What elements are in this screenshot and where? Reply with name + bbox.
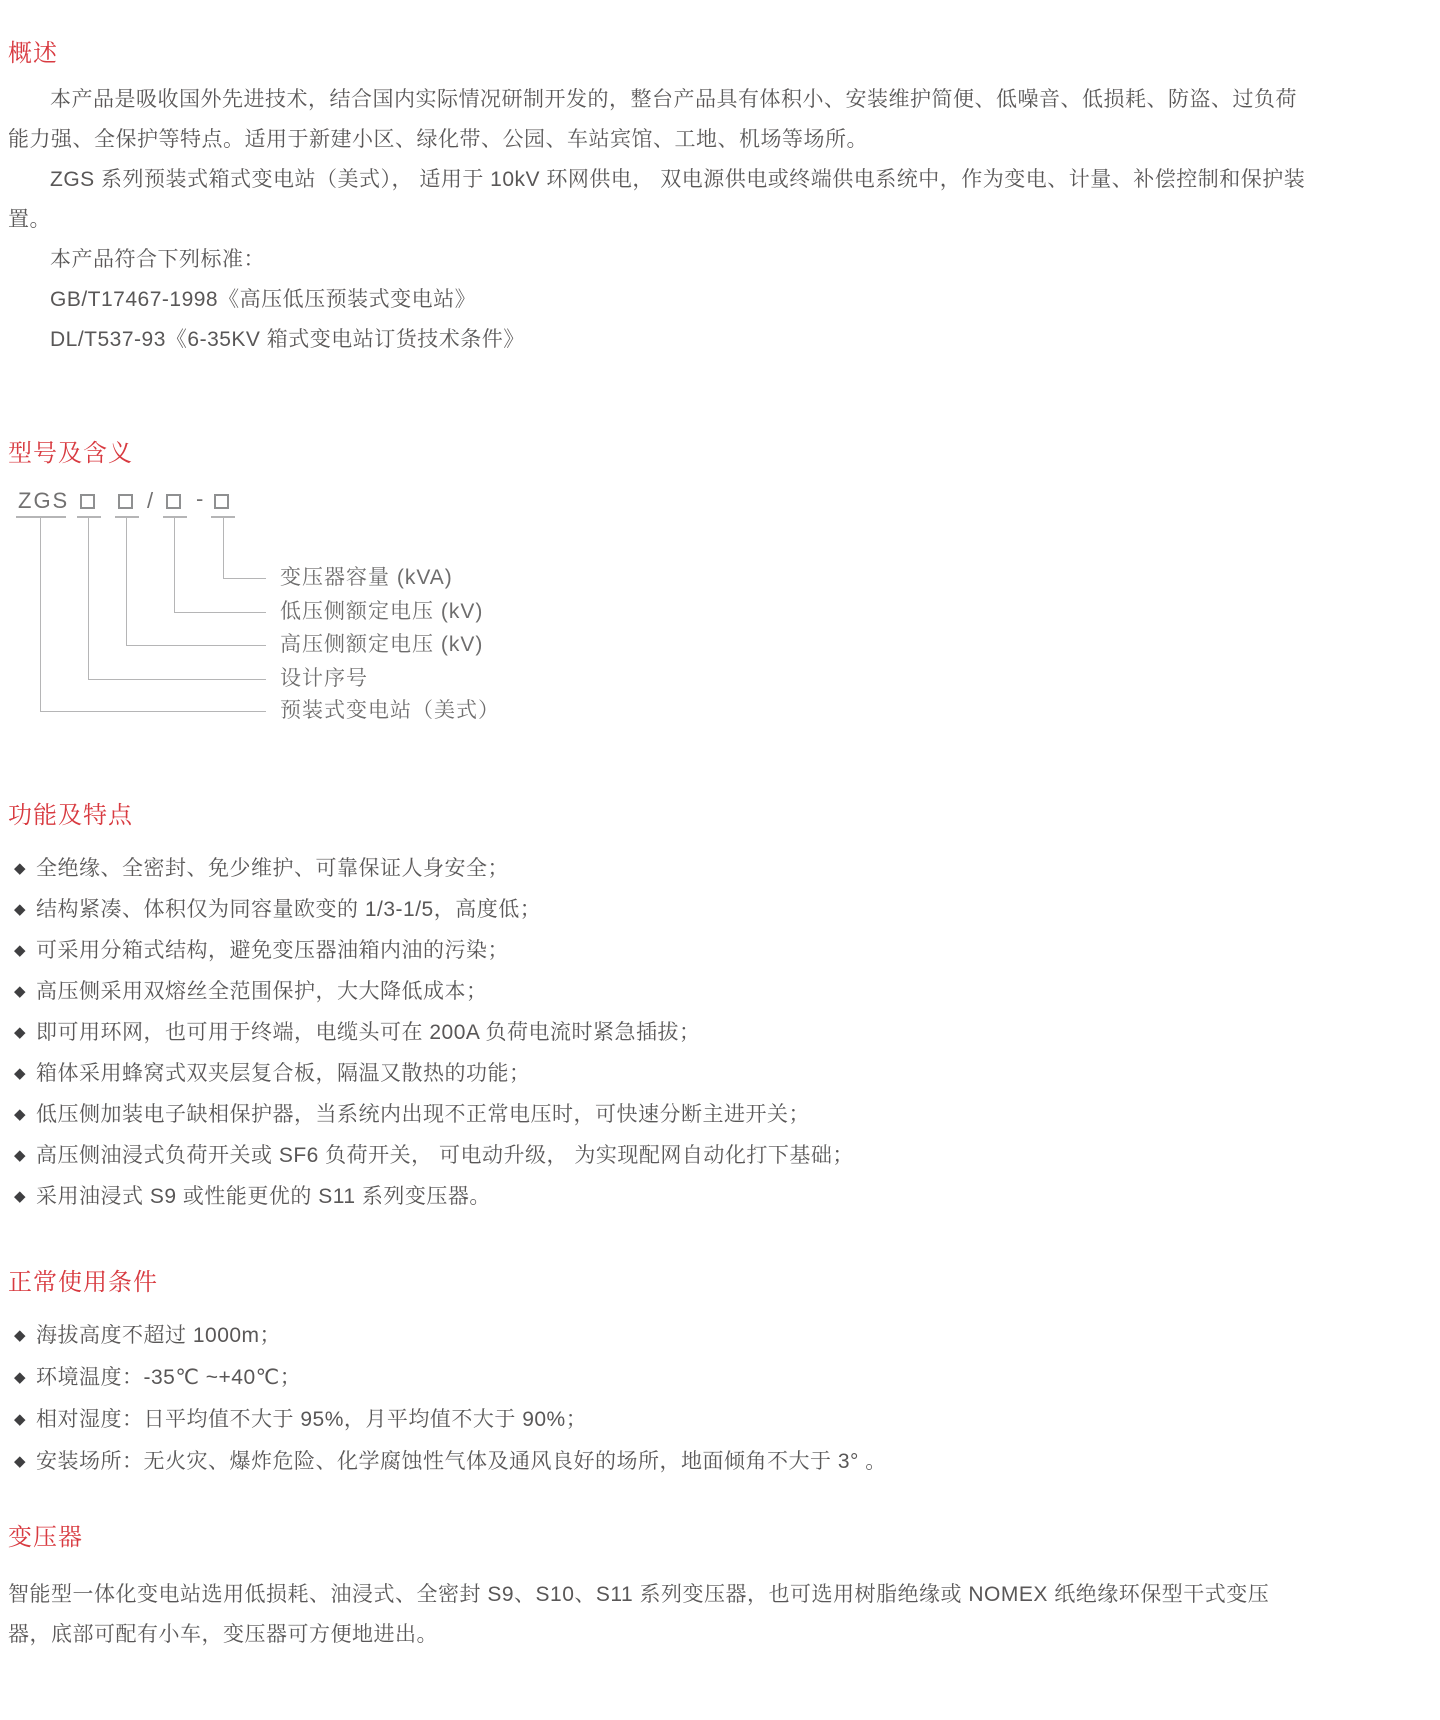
model-placeholder-box-1 — [80, 494, 95, 509]
diamond-bullet-icon: ◆ — [14, 1106, 26, 1123]
underline-prefix — [16, 516, 66, 518]
overview-paragraph-1: 本产品是吸收国外先进技术，结合国内实际情况研制开发的，整台产品具有体积小、安装维护简便、低噪音、低损耗、防盗、过负荷能力强、全保护等特点。适用于新建小区、绿化带、公园、车站宾馆、工地、机场等场所。 — [8, 88, 1297, 151]
diamond-bullet-icon: ◆ — [14, 1147, 26, 1164]
feature-item-text: 高压侧采用双熔丝全范围保护，大大降低成本； — [36, 980, 488, 1003]
condition-item-text: 相对湿度：日平均值不大于 95%，月平均值不大于 90%； — [36, 1408, 588, 1431]
feature-item-text: 全绝缘、全密封、免少维护、可靠保证人身安全； — [36, 857, 509, 880]
model-slash-separator: / — [147, 488, 156, 513]
connector-vline-type — [40, 518, 41, 711]
diamond-bullet-icon: ◆ — [14, 1327, 26, 1344]
diamond-bullet-icon: ◆ — [14, 901, 26, 918]
diamond-bullet-icon: ◆ — [14, 1188, 26, 1205]
conditions-list — [8, 1325, 1310, 1473]
features-list — [8, 858, 1310, 1208]
model-prefix: ZGS — [18, 488, 70, 513]
underline-box-2 — [115, 516, 139, 518]
feature-item — [8, 940, 1310, 962]
feature-item-text: 低压侧加装电子缺相保护器，当系统内出现不正常电压时，可快速分断主进开关； — [36, 1103, 810, 1126]
document-page — [0, 40, 1440, 1720]
condition-item — [8, 1409, 1310, 1431]
underline-box-3 — [163, 516, 187, 518]
transformer-heading: 变压器 — [8, 1524, 83, 1551]
model-label-design-serial: 设计序号 — [280, 667, 368, 690]
model-label-hv-rated-voltage: 高压侧额定电压 (kV) — [280, 633, 484, 656]
standard-reference-2: DL/T537-93《6-35KV 箱式变电站订货技术条件》 — [50, 328, 525, 351]
overview-heading: 概述 — [8, 40, 58, 67]
connector-hline-lv — [174, 612, 266, 613]
feature-item — [8, 899, 1310, 921]
transformer-paragraph: 智能型一体化变电站选用低损耗、油浸式、全密封 S9、S10、S11 系列变压器，也可选用树脂绝缘或 NOMEX 纸绝缘环保型干式变压器，底部可配有小车，变压器可方便地进出。 — [8, 1583, 1270, 1646]
standard-reference-1: GB/T17467-1998《高压低压预装式变电站》 — [50, 288, 477, 311]
model-label-substation-type: 预装式变电站（美式） — [280, 699, 500, 722]
feature-item — [8, 1063, 1310, 1085]
condition-item — [8, 1325, 1310, 1347]
diamond-bullet-icon: ◆ — [14, 1024, 26, 1041]
feature-item-text: 采用油浸式 S9 或性能更优的 S11 系列变压器。 — [36, 1185, 491, 1208]
condition-item-text: 海拔高度不超过 1000m； — [36, 1324, 282, 1347]
model-heading: 型号及含义 — [8, 440, 133, 467]
model-placeholder-box-3 — [166, 494, 181, 509]
model-label-transformer-capacity: 变压器容量 (kVA) — [280, 566, 453, 589]
connector-vline-capacity — [223, 518, 224, 578]
model-dash-separator: - — [196, 486, 206, 511]
diamond-bullet-icon: ◆ — [14, 1411, 26, 1428]
connector-hline-capacity — [223, 578, 266, 579]
condition-item-text: 环境温度：-35℃ ~+40℃； — [36, 1366, 302, 1389]
feature-item-text: 高压侧油浸式负荷开关或 SF6 负荷开关， 可电动升级， 为实现配网自动化打下基础； — [36, 1144, 854, 1167]
model-label-lv-rated-voltage: 低压侧额定电压 (kV) — [280, 600, 484, 623]
model-placeholder-box-4 — [214, 494, 229, 509]
condition-item — [8, 1367, 1310, 1389]
feature-item — [8, 1145, 1310, 1167]
feature-item — [8, 858, 1310, 880]
model-placeholder-box-2 — [118, 494, 133, 509]
connector-vline-lv — [174, 518, 175, 612]
condition-item-text: 安装场所：无火灾、爆炸危险、化学腐蚀性气体及通风良好的场所，地面倾角不大于 3° 。 — [36, 1450, 887, 1473]
connector-hline-design — [88, 679, 266, 680]
connector-hline-hv — [126, 645, 266, 646]
model-designation-diagram — [8, 486, 1310, 730]
features-heading: 功能及特点 — [8, 802, 133, 829]
feature-item-text: 箱体采用蜂窝式双夹层复合板，隔温又散热的功能； — [36, 1062, 531, 1085]
feature-item — [8, 1022, 1310, 1044]
overview-paragraph-3: 本产品符合下列标准： — [50, 248, 265, 271]
underline-box-1 — [77, 516, 101, 518]
conditions-heading: 正常使用条件 — [8, 1269, 158, 1296]
feature-item — [8, 981, 1310, 1003]
feature-item-text: 可采用分箱式结构，避免变压器油箱内油的污染； — [36, 939, 509, 962]
diamond-bullet-icon: ◆ — [14, 1453, 26, 1470]
feature-item — [8, 1104, 1310, 1126]
feature-item-text: 即可用环网，也可用于终端，电缆头可在 200A 负荷电流时紧急插拔； — [36, 1021, 701, 1044]
feature-item-text: 结构紧凑、体积仅为同容量欧变的 1/3-1/5，高度低； — [36, 898, 542, 921]
diamond-bullet-icon: ◆ — [14, 1369, 26, 1386]
diamond-bullet-icon: ◆ — [14, 983, 26, 1000]
overview-section — [8, 80, 1310, 360]
diamond-bullet-icon: ◆ — [14, 942, 26, 959]
overview-paragraph-2: ZGS 系列预装式箱式变电站（美式）， 适用于 10kV 环网供电， 双电源供电或终端供电系统中，作为变电、计量、补偿控制和保护装置。 — [8, 168, 1306, 231]
condition-item — [8, 1451, 1310, 1473]
diamond-bullet-icon: ◆ — [14, 860, 26, 877]
feature-item — [8, 1186, 1310, 1208]
diamond-bullet-icon: ◆ — [14, 1065, 26, 1082]
connector-hline-type — [40, 711, 266, 712]
connector-vline-design — [88, 518, 89, 679]
connector-vline-hv — [126, 518, 127, 645]
